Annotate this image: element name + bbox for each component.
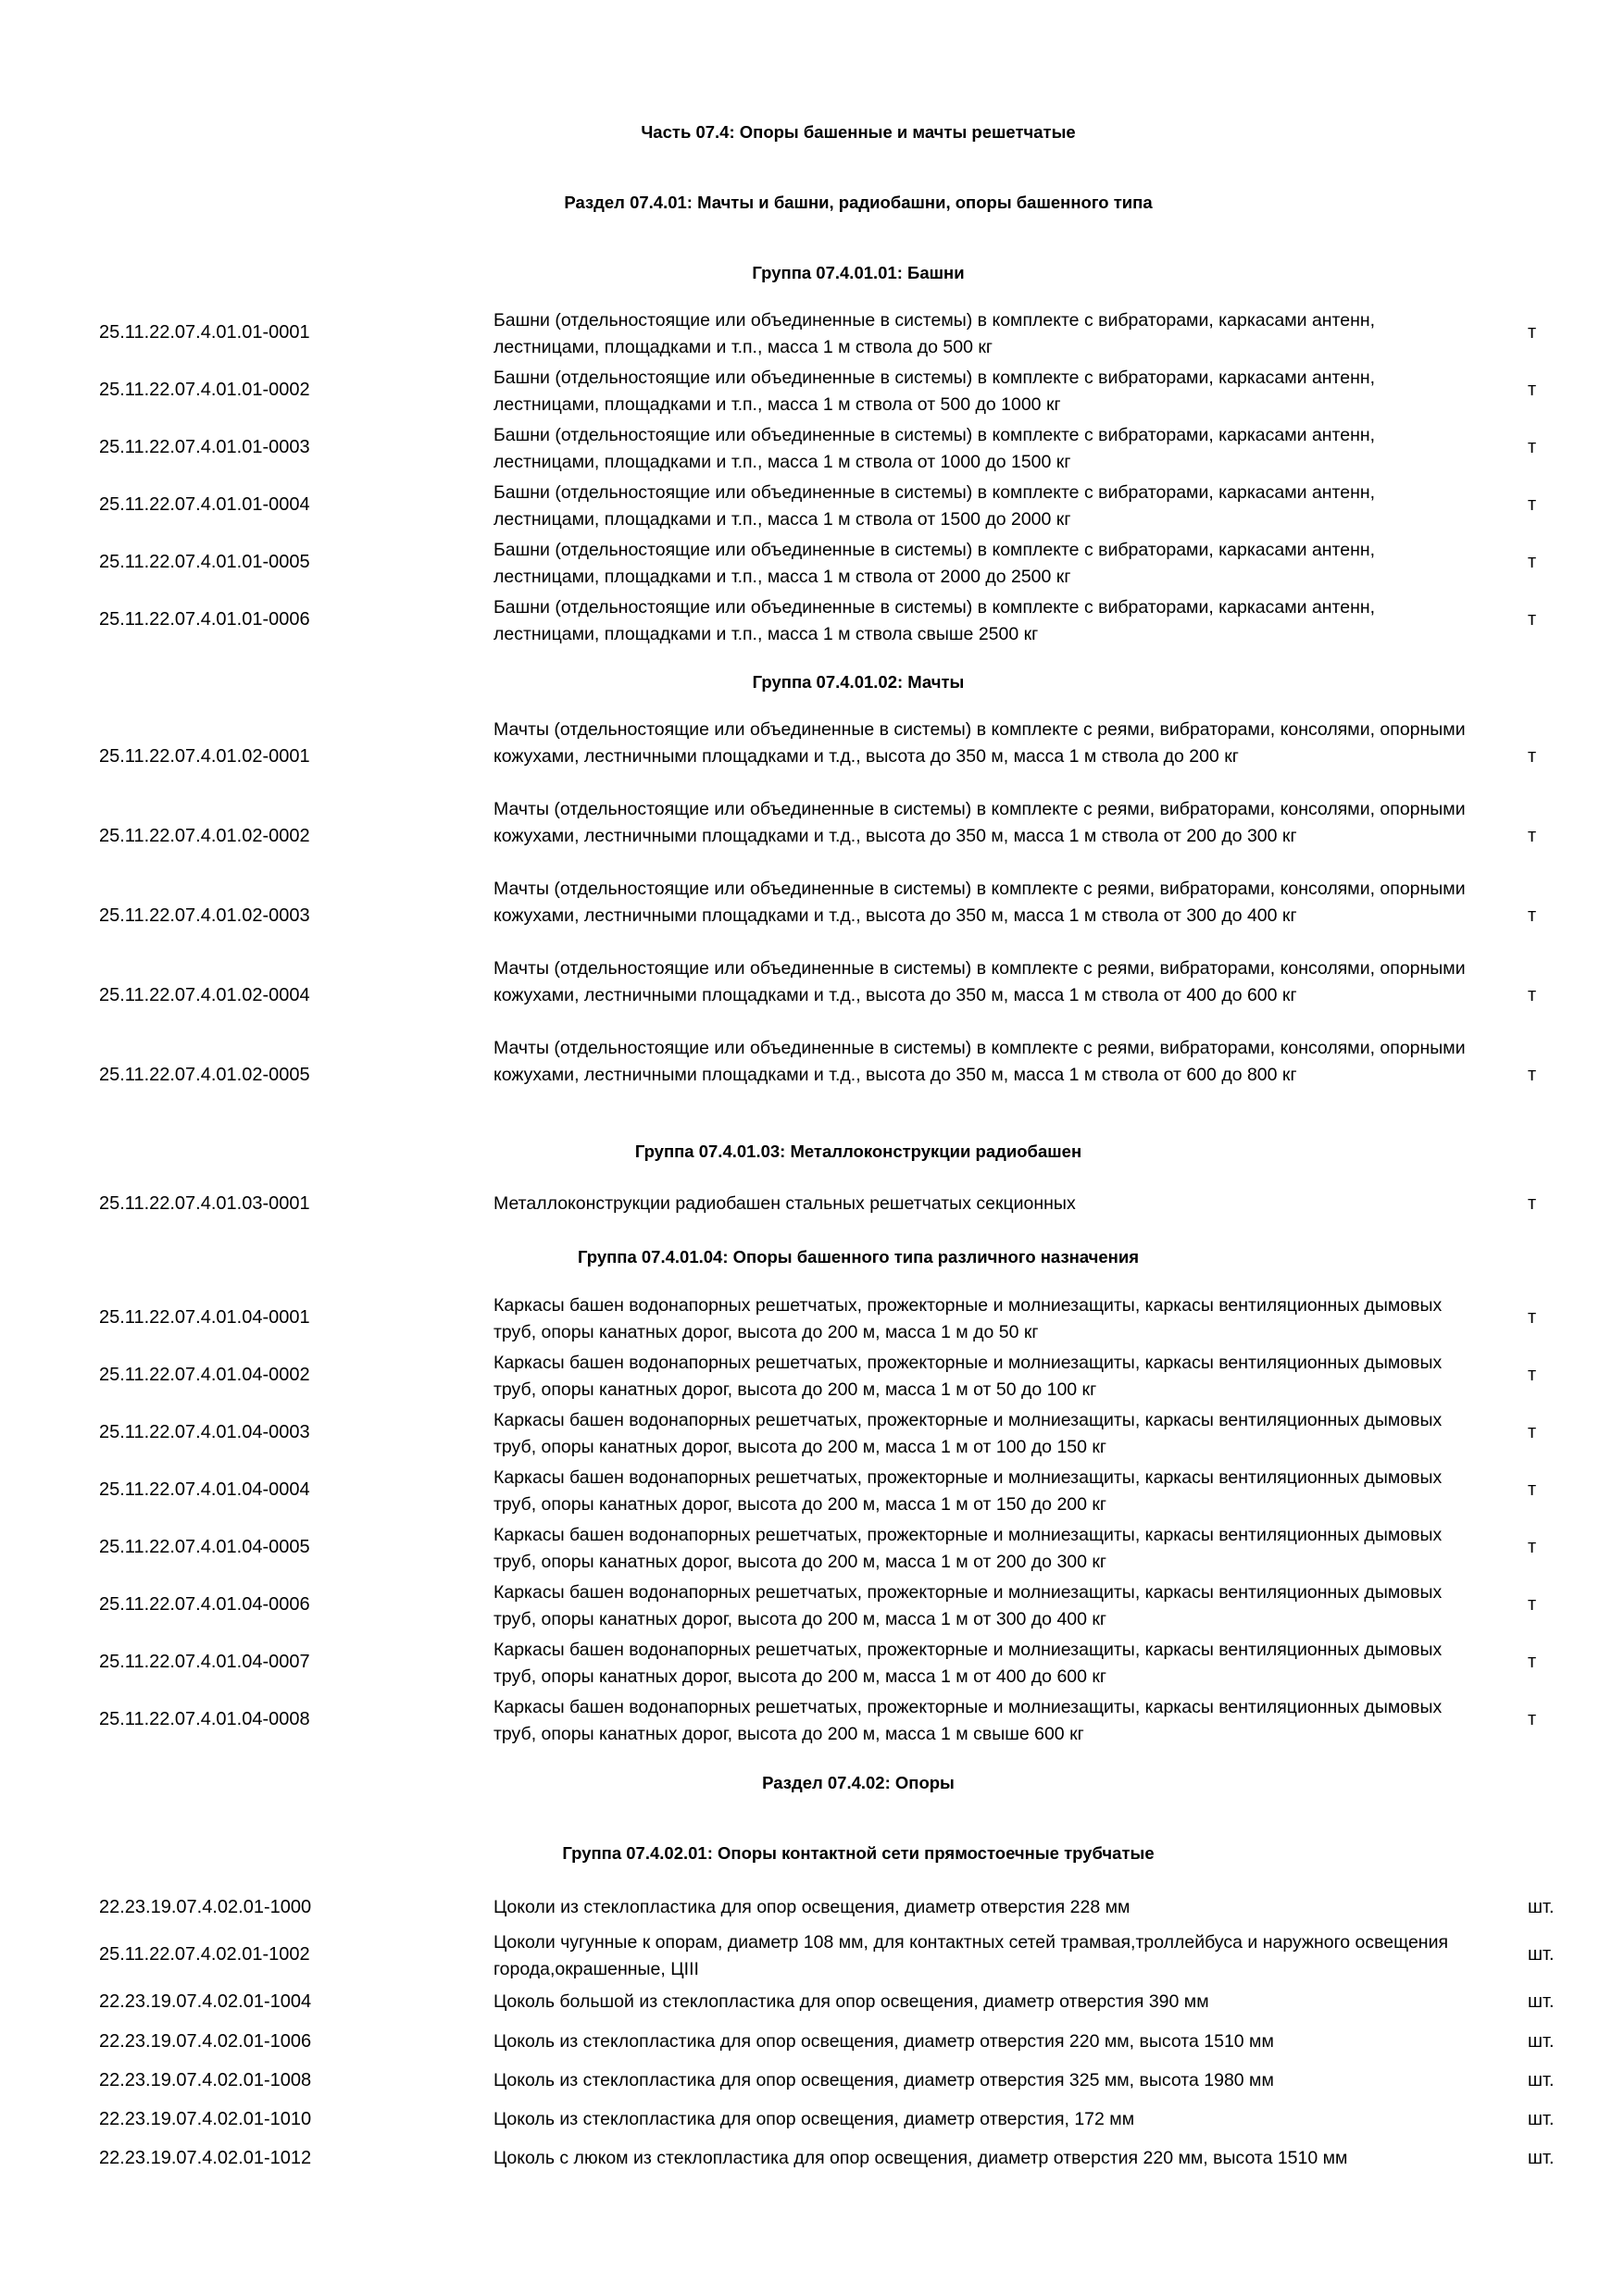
row-description: Башни (отдельностоящие или объединенные в системы) в комплекте с вибраторами, каркасами антенн, лестницами, площадками и т.п., масса 1 м ствола свыше 2500 кг	[493, 597, 1376, 644]
row-description: Башни (отдельностоящие или объединенные в системы) в комплекте с вибраторами, каркасами антенн, лестницами, площадками и т.п., масса 1 м ствола от 2000 до 2500 кг	[493, 540, 1376, 587]
group-title: Группа 07.4.01.04: Опоры башенного типа различного назначения	[577, 1247, 1140, 1267]
row-code: 25.11.22.07.4.01.04-0003	[99, 1422, 310, 1442]
row-code: 25.11.22.07.4.01.01-0004	[99, 494, 310, 515]
row-unit: т	[1528, 1307, 1537, 1328]
row-code: 25.11.22.07.4.01.02-0004	[99, 985, 310, 1005]
row-unit: т	[1528, 1065, 1537, 1085]
row-description: Металлоконструкции радиобашен стальных решетчатых секционных	[493, 1193, 1076, 1214]
row-description: Цоколь из стеклопластика для опор освещения, диаметр отверстия, 172 мм	[493, 2109, 1135, 2129]
row-code: 25.11.22.07.4.01.04-0004	[99, 1479, 310, 1500]
row-code: 22.23.19.07.4.02.01-1008	[99, 2070, 312, 2090]
row-unit: шт.	[1528, 2109, 1555, 2129]
row-code: 25.11.22.07.4.01.04-0002	[99, 1365, 310, 1385]
row-unit: т	[1528, 1537, 1537, 1557]
row-unit: т	[1528, 322, 1537, 343]
row-unit: т	[1528, 985, 1537, 1005]
row-description: Цоколи из стеклопластика для опор освещения, диаметр отверстия 228 мм	[493, 1897, 1131, 1917]
row-description: Мачты (отдельностоящие или объединенные в системы) в комплекте с реями, вибраторами, консолями, опорными кожухами, лестничными площадками и т.д., высота до 350 м, масса 1 м ствола от 300 до 400 кг	[493, 879, 1466, 926]
row-unit: т	[1528, 1709, 1537, 1729]
row-code: 25.11.22.07.4.01.04-0005	[99, 1537, 310, 1557]
row-description: Мачты (отдельностоящие или объединенные в системы) в комплекте с реями, вибраторами, консолями, опорными кожухами, лестничными площадками и т.д., высота до 350 м, масса 1 м ствола от 400 до 600 кг	[493, 958, 1466, 1005]
row-description: Цоколь с люком из стеклопластика для опор освещения, диаметр отверстия 220 мм, высота 1510 мм	[493, 2148, 1348, 2168]
row-unit: шт.	[1528, 1944, 1555, 1965]
row-description: Цоколь из стеклопластика для опор освещения, диаметр отверстия 220 мм, высота 1510 мм	[493, 2031, 1274, 2052]
row-unit: т	[1528, 1422, 1537, 1442]
row-code: 22.23.19.07.4.02.01-1010	[99, 2109, 312, 2129]
group-title: Группа 07.4.01.03: Металлоконструкции радиобашен	[634, 1142, 1082, 1161]
row-unit: т	[1528, 905, 1537, 926]
row-description: Мачты (отдельностоящие или объединенные в системы) в комплекте с реями, вибраторами, консолями, опорными кожухами, лестничными площадками и т.д., высота до 350 м, масса 1 м ствола до 200 кг	[493, 719, 1466, 767]
row-code: 25.11.22.07.4.01.02-0001	[99, 746, 310, 767]
row-description: Цоколь из стеклопластика для опор освещения, диаметр отверстия 325 мм, высота 1980 мм	[493, 2070, 1274, 2090]
row-unit: т	[1528, 1365, 1537, 1385]
row-code: 22.23.19.07.4.02.01-1004	[99, 1991, 312, 2012]
row-unit: шт.	[1528, 1897, 1555, 1917]
row-code: 25.11.22.07.4.01.03-0001	[99, 1193, 310, 1214]
row-description: Каркасы башен водонапорных решетчатых, прожекторные и молниезащиты, каркасы вентиляционных дымовых труб, опоры канатных дорог, высота до 200 м, масса 1 м до 50 кг	[493, 1295, 1443, 1342]
row-unit: т	[1528, 746, 1537, 767]
row-description: Цоколи чугунные к опорам, диаметр 108 мм, для контактных сетей трамвая,троллейбуса и наружного освещения города,окрашенные, ЦIII	[493, 1932, 1449, 1979]
row-code: 25.11.22.07.4.01.04-0007	[99, 1652, 310, 1672]
row-unit: т	[1528, 380, 1537, 400]
row-description: Каркасы башен водонапорных решетчатых, прожекторные и молниезащиты, каркасы вентиляционных дымовых труб, опоры канатных дорог, высота до 200 м, масса 1 м от 300 до 400 кг	[493, 1582, 1443, 1629]
row-unit: шт.	[1528, 2031, 1555, 2052]
section-title: Раздел 07.4.02: Опоры	[762, 1773, 955, 1792]
row-unit: т	[1528, 609, 1537, 630]
row-code: 25.11.22.07.4.01.01-0006	[99, 609, 310, 630]
row-code: 25.11.22.07.4.01.01-0003	[99, 437, 310, 457]
row-description: Башни (отдельностоящие или объединенные в системы) в комплекте с вибраторами, каркасами антенн, лестницами, площадками и т.п., масса 1 м ствола от 1500 до 2000 кг	[493, 482, 1376, 530]
row-unit: т	[1528, 437, 1537, 457]
row-description: Каркасы башен водонапорных решетчатых, прожекторные и молниезащиты, каркасы вентиляционных дымовых труб, опоры канатных дорог, высота до 200 м, масса 1 м от 100 до 150 кг	[493, 1410, 1443, 1457]
row-unit: т	[1528, 1479, 1537, 1500]
row-code: 25.11.22.07.4.01.02-0003	[99, 905, 310, 926]
row-description: Башни (отдельностоящие или объединенные в системы) в комплекте с вибраторами, каркасами антенн, лестницами, площадками и т.п., масса 1 м ствола до 500 кг	[493, 310, 1376, 357]
row-description: Каркасы башен водонапорных решетчатых, прожекторные и молниезащиты, каркасы вентиляционных дымовых труб, опоры канатных дорог, высота до 200 м, масса 1 м от 50 до 100 кг	[493, 1353, 1443, 1400]
row-code: 22.23.19.07.4.02.01-1012	[99, 2148, 312, 2168]
row-code: 22.23.19.07.4.02.01-1000	[99, 1897, 312, 1917]
row-description: Каркасы башен водонапорных решетчатых, прожекторные и молниезащиты, каркасы вентиляционных дымовых труб, опоры канатных дорог, высота до 200 м, масса 1 м от 400 до 600 кг	[493, 1640, 1443, 1687]
row-unit: т	[1528, 494, 1537, 515]
row-code: 25.11.22.07.4.01.04-0001	[99, 1307, 310, 1328]
row-code: 22.23.19.07.4.02.01-1006	[99, 2031, 312, 2052]
row-code: 25.11.22.07.4.01.04-0008	[99, 1709, 310, 1729]
row-description: Каркасы башен водонапорных решетчатых, прожекторные и молниезащиты, каркасы вентиляционных дымовых труб, опоры канатных дорог, высота до 200 м, масса 1 м от 150 до 200 кг	[493, 1467, 1443, 1515]
row-code: 25.11.22.07.4.01.01-0001	[99, 322, 310, 343]
row-unit: т	[1528, 552, 1537, 572]
row-unit: шт.	[1528, 1991, 1555, 2012]
row-description: Каркасы башен водонапорных решетчатых, прожекторные и молниезащиты, каркасы вентиляционных дымовых труб, опоры канатных дорог, высота до 200 м, масса 1 м свыше 600 кг	[493, 1697, 1443, 1744]
group-title: Группа 07.4.02.01: Опоры контактной сети прямостоечные трубчатые	[562, 1843, 1155, 1863]
row-unit: шт.	[1528, 2070, 1555, 2090]
row-code: 25.11.22.07.4.01.02-0005	[99, 1065, 310, 1085]
row-description: Каркасы башен водонапорных решетчатых, прожекторные и молниезащиты, каркасы вентиляционных дымовых труб, опоры канатных дорог, высота до 200 м, масса 1 м от 200 до 300 кг	[493, 1525, 1443, 1572]
part-title: Часть 07.4: Опоры башенные и мачты решетчатые	[641, 122, 1076, 142]
group-title: Группа 07.4.01.01: Башни	[752, 263, 965, 282]
row-description: Башни (отдельностоящие или объединенные в системы) в комплекте с вибраторами, каркасами антенн, лестницами, площадками и т.п., масса 1 м ствола от 1000 до 1500 кг	[493, 425, 1376, 472]
row-code: 25.11.22.07.4.01.02-0002	[99, 826, 310, 846]
group-title: Группа 07.4.01.02: Мачты	[752, 672, 965, 692]
row-code: 25.11.22.07.4.01.01-0002	[99, 380, 310, 400]
row-unit: т	[1528, 1652, 1537, 1672]
row-unit: т	[1528, 826, 1537, 846]
row-code: 25.11.22.07.4.02.01-1002	[99, 1944, 310, 1965]
row-unit: т	[1528, 1193, 1537, 1214]
row-code: 25.11.22.07.4.01.01-0005	[99, 552, 310, 572]
section-title: Раздел 07.4.01: Мачты и башни, радиобашни, опоры башенного типа	[564, 193, 1153, 212]
row-unit: шт.	[1528, 2148, 1555, 2168]
row-description: Мачты (отдельностоящие или объединенные в системы) в комплекте с реями, вибраторами, консолями, опорными кожухами, лестничными площадками и т.д., высота до 350 м, масса 1 м ствола от 600 до 800 кг	[493, 1038, 1466, 1085]
row-description: Башни (отдельностоящие или объединенные в системы) в комплекте с вибраторами, каркасами антенн, лестницами, площадками и т.п., масса 1 м ствола от 500 до 1000 кг	[493, 368, 1376, 415]
row-description: Цоколь большой из стеклопластика для опор освещения, диаметр отверстия 390 мм	[493, 1991, 1209, 2012]
row-code: 25.11.22.07.4.01.04-0006	[99, 1594, 310, 1615]
row-unit: т	[1528, 1594, 1537, 1615]
row-description: Мачты (отдельностоящие или объединенные в системы) в комплекте с реями, вибраторами, консолями, опорными кожухами, лестничными площадками и т.д., высота до 350 м, масса 1 м ствола от 200 до 300 кг	[493, 799, 1466, 846]
